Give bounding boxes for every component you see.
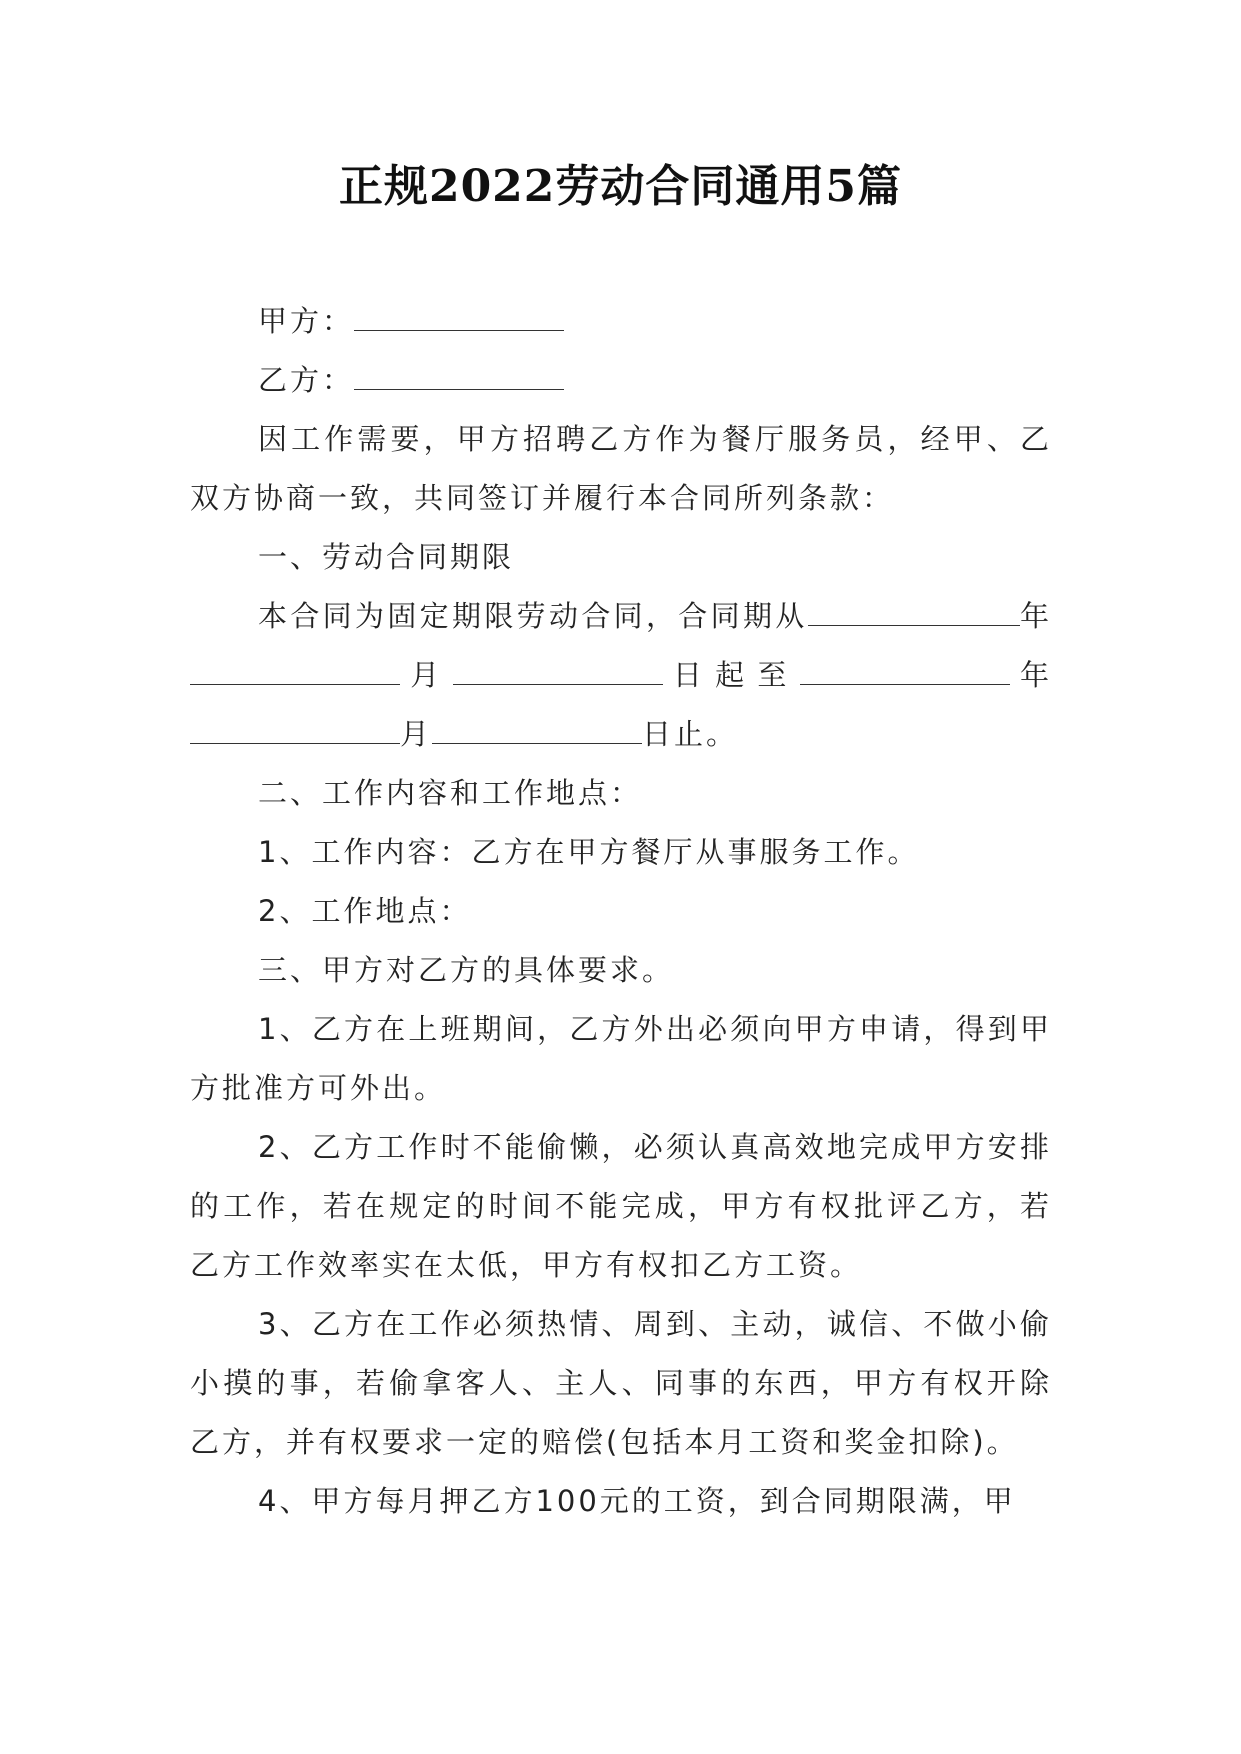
requirement-3: 3、乙方在工作必须热情、周到、主动，诚信、不做小偷小摸的事，若偷拿客人、主人、同事的东西，甲方有权开除乙方，并有权要求一定的赔偿(包括本月工资和奖金扣除)。	[190, 1307, 1052, 1459]
requirement-2: 2、乙方工作时不能偷懒，必须认真高效地完成甲方安排的工作，若在规定的时间不能完成，甲方有权批评乙方，若乙方工作效率实在太低，甲方有权扣乙方工资。	[190, 1130, 1052, 1282]
work-content-line: 1、工作内容：乙方在甲方餐厅从事服务工作。	[258, 835, 920, 869]
term-month-1: 月	[400, 658, 453, 692]
section-3-heading: 三、甲方对乙方的具体要求。	[258, 953, 675, 987]
party-b-label: 乙方：	[258, 363, 355, 397]
end-day-blank	[432, 721, 642, 744]
party-a-label: 甲方：	[258, 304, 355, 338]
work-location-line: 2、工作地点：	[258, 894, 472, 928]
term-from-to: 日起至	[662, 658, 800, 692]
requirement-4: 4、甲方每月押乙方100元的工资，到合同期限满，甲	[258, 1484, 1016, 1518]
start-month-blank	[190, 662, 400, 685]
intro-paragraph: 因工作需要，甲方招聘乙方作为餐厅服务员，经甲、乙双方协商一致，共同签订并履行本合同所列条款：	[190, 422, 1052, 515]
party-b-blank	[354, 367, 564, 390]
document-title: 正规2022劳动合同通用5篇	[338, 161, 903, 212]
document-body	[190, 292, 1052, 1531]
contract-term-paragraph	[190, 587, 1052, 764]
section-1-heading: 一、劳动合同期限	[258, 540, 515, 574]
end-month-blank	[190, 721, 400, 744]
requirement-1: 1、乙方在上班期间，乙方外出必须向甲方申请，得到甲方批准方可外出。	[190, 1012, 1052, 1105]
term-month-2: 月	[400, 717, 433, 751]
party-b-line	[190, 351, 1052, 410]
term-text-part1: 本合同为固定期限劳动合同，合同期从	[258, 599, 808, 633]
start-day-blank	[453, 662, 663, 685]
end-year-blank	[800, 662, 1010, 685]
term-end: 日止。	[642, 717, 739, 751]
start-date-blank	[808, 603, 1020, 626]
term-year-1: 年	[1019, 599, 1052, 633]
section-2-heading: 二、工作内容和工作地点：	[258, 776, 643, 810]
party-a-blank	[354, 308, 564, 331]
term-year-2: 年	[1009, 658, 1052, 692]
party-a-line	[190, 292, 1052, 351]
